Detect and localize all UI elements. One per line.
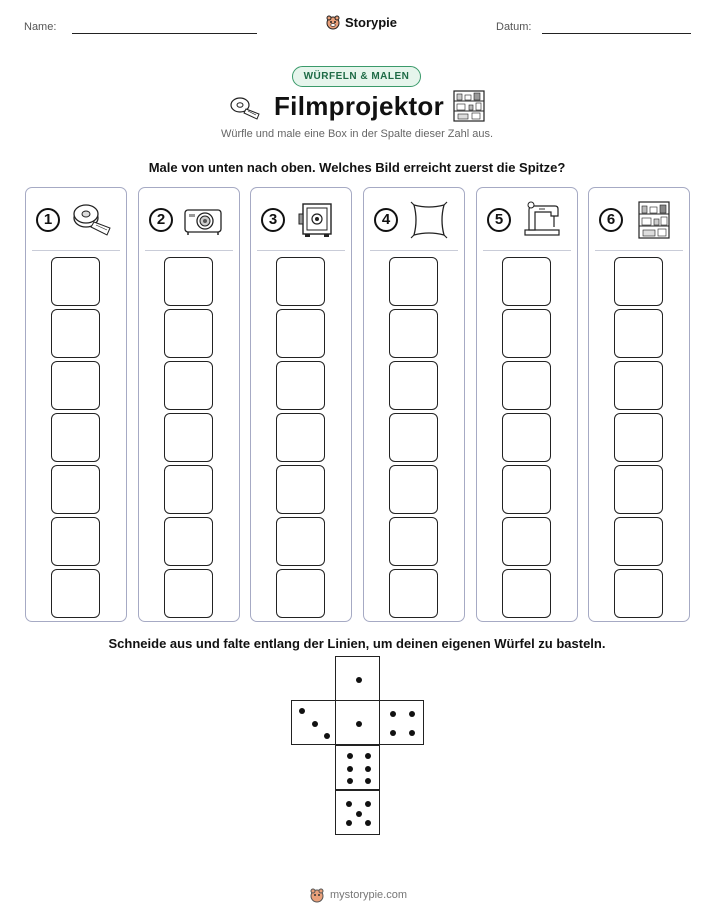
pip <box>409 711 415 717</box>
dice-face-3 <box>291 700 336 745</box>
pip <box>347 753 353 759</box>
pip <box>346 801 352 807</box>
storypie-mascot-icon <box>325 14 341 30</box>
shelf-icon <box>453 90 485 122</box>
column-6 <box>588 187 690 622</box>
color-box[interactable] <box>502 413 551 462</box>
color-box[interactable] <box>502 361 551 410</box>
color-box[interactable] <box>614 361 663 410</box>
column-header <box>477 188 577 252</box>
shelf-icon <box>633 200 675 240</box>
brand-name: Storypie <box>345 14 398 30</box>
sewing-machine-icon <box>521 200 563 240</box>
color-box[interactable] <box>389 569 438 618</box>
color-box[interactable] <box>51 413 100 462</box>
pip <box>365 766 371 772</box>
dice-face-6 <box>335 745 380 790</box>
column-number: 5 <box>487 208 511 232</box>
color-box[interactable] <box>276 309 325 358</box>
column-number: 2 <box>149 208 173 232</box>
pip <box>324 733 330 739</box>
pip <box>312 721 318 727</box>
pip <box>356 677 362 683</box>
pip <box>365 820 371 826</box>
color-box[interactable] <box>389 465 438 514</box>
column-4 <box>363 187 465 622</box>
name-label: Name: <box>24 21 57 33</box>
color-box[interactable] <box>614 257 663 306</box>
name-line[interactable] <box>72 33 257 34</box>
column-2 <box>138 187 240 622</box>
color-box[interactable] <box>502 517 551 566</box>
color-box[interactable] <box>389 309 438 358</box>
dice-face-4 <box>379 700 424 745</box>
pip <box>365 753 371 759</box>
color-box[interactable] <box>614 517 663 566</box>
color-box[interactable] <box>164 517 213 566</box>
cut-instruction: Schneide aus und falte entlang der Linien, um deinen eigenen Würfel zu basteln. <box>108 636 606 651</box>
color-box[interactable] <box>614 413 663 462</box>
dice-face-1 <box>335 656 380 701</box>
instruction-text: Male von unten nach oben. Welches Bild erreicht zuerst die Spitze? <box>148 160 566 175</box>
dice-face-1 <box>335 700 380 745</box>
date-line[interactable] <box>542 33 691 34</box>
projector-icon <box>183 200 225 240</box>
column-number: 3 <box>261 208 285 232</box>
storypie-mascot-icon <box>309 887 325 903</box>
column-divider <box>483 250 571 251</box>
pip <box>365 778 371 784</box>
color-box[interactable] <box>164 465 213 514</box>
column-divider <box>32 250 120 251</box>
column-3 <box>250 187 352 622</box>
pip <box>356 721 362 727</box>
color-box[interactable] <box>51 257 100 306</box>
column-header <box>26 188 126 252</box>
color-box[interactable] <box>164 361 213 410</box>
date-label: Datum: <box>496 21 532 33</box>
column-divider <box>370 250 458 251</box>
activity-badge: WÜRFELN & MALEN <box>292 66 421 87</box>
pillow-icon <box>408 200 450 240</box>
color-box[interactable] <box>502 257 551 306</box>
color-box[interactable] <box>389 517 438 566</box>
color-box[interactable] <box>276 413 325 462</box>
color-box[interactable] <box>51 517 100 566</box>
color-box[interactable] <box>389 413 438 462</box>
column-number: 1 <box>36 208 60 232</box>
pip <box>346 820 352 826</box>
page-title: Filmprojektor <box>274 91 445 121</box>
color-box[interactable] <box>502 465 551 514</box>
safe-icon <box>295 200 337 240</box>
color-box[interactable] <box>51 361 100 410</box>
color-box[interactable] <box>502 569 551 618</box>
pip <box>356 811 362 817</box>
column-number: 4 <box>374 208 398 232</box>
page-subtitle: Würfle und male eine Box in der Spalte dieser Zahl aus. <box>220 128 494 140</box>
pip <box>299 708 305 714</box>
color-box[interactable] <box>502 309 551 358</box>
color-box[interactable] <box>164 309 213 358</box>
column-header <box>589 188 689 252</box>
color-box[interactable] <box>51 309 100 358</box>
column-divider <box>595 250 683 251</box>
color-box[interactable] <box>276 361 325 410</box>
color-box[interactable] <box>614 465 663 514</box>
column-divider <box>145 250 233 251</box>
pip <box>347 778 353 784</box>
color-box[interactable] <box>389 361 438 410</box>
color-box[interactable] <box>164 569 213 618</box>
column-divider <box>257 250 345 251</box>
pip <box>390 711 396 717</box>
film-reel-icon <box>229 94 261 120</box>
column-header <box>364 188 464 252</box>
brand-logo <box>325 14 397 30</box>
color-box[interactable] <box>276 569 325 618</box>
color-box[interactable] <box>389 257 438 306</box>
color-box[interactable] <box>276 517 325 566</box>
footer <box>309 887 407 903</box>
pip <box>390 730 396 736</box>
column-header <box>139 188 239 252</box>
pip <box>365 801 371 807</box>
color-box[interactable] <box>164 413 213 462</box>
film-reel-icon <box>70 200 112 240</box>
pip <box>347 766 353 772</box>
color-box[interactable] <box>51 569 100 618</box>
color-box[interactable] <box>51 465 100 514</box>
footer-url[interactable]: mystorypie.com <box>330 889 408 901</box>
color-box[interactable] <box>614 309 663 358</box>
dice-face-5 <box>335 790 380 835</box>
column-header <box>251 188 351 252</box>
color-box[interactable] <box>276 257 325 306</box>
pip <box>409 730 415 736</box>
color-box[interactable] <box>276 465 325 514</box>
column-number: 6 <box>599 208 623 232</box>
column-5 <box>476 187 578 622</box>
color-box[interactable] <box>164 257 213 306</box>
color-box[interactable] <box>614 569 663 618</box>
column-1 <box>25 187 127 622</box>
